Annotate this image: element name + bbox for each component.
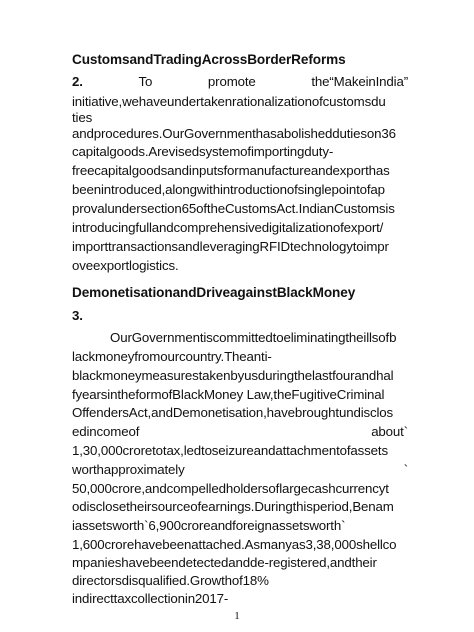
paragraph-line: capitalgoods.Arevisedsystemofimportingduty- <box>72 144 334 159</box>
paragraph-line: lackmoneyfromourcountry.Theanti- <box>72 349 272 364</box>
section-heading-demonetisation: DemonetisationandDriveagainstBlackMoney <box>72 285 356 300</box>
paragraph-number-2: 2. <box>72 74 83 89</box>
text-income-of: edincomeof <box>72 424 140 439</box>
paragraph-line: 1,30,000croretotax,ledtoseizureandattachmentofassets <box>72 443 388 458</box>
paragraph-line: OffendersAct,andDemonetisation,havebroughtundisclos <box>72 405 394 420</box>
paragraph-line: oveexportlogistics. <box>72 258 179 273</box>
paragraph-line: provalundersection65oftheCustomsAct.IndianCustomsis <box>72 201 395 216</box>
paragraph-line: andprocedures.OurGovernmenthasabolisheddutieson36 <box>72 126 396 141</box>
paragraph-line: 1,600crorehavebeenattached.Asmanyas3,38,000shellco <box>72 537 397 552</box>
word-to: To <box>138 74 153 89</box>
word-promote: promote <box>207 74 256 89</box>
paragraph-line: odisclosetheirsourceofearnings.Duringthisperiod,Benam <box>72 499 394 514</box>
paragraph-line: introducingfullandcomprehensivedigitalizationofexport/ <box>72 220 384 235</box>
paragraph-line: freecapitalgoodsandinputsformanufactureandexporthas <box>72 163 390 178</box>
section-heading-customs: CustomsandTradingAcrossBorderReforms <box>72 52 346 67</box>
text-worth-approximately: worthapproximately <box>72 462 185 477</box>
paragraph-2-first-line <box>72 74 408 89</box>
paragraph-number-3: 3. <box>72 308 83 323</box>
paragraph-line: mpanieshavebeendetectedandde-registered,andtheir <box>72 555 377 570</box>
paragraph-line: ties <box>72 110 93 125</box>
paragraph-line: initiative,wehaveundertakenrationalizationofcustomsdu <box>72 94 386 109</box>
word-make-in-india: the“MakeinIndia” <box>311 74 408 89</box>
paragraph-line: 50,000crore,andcompelledholdersoflargecashcurrencyt <box>72 481 389 496</box>
paragraph-line: OurGovernmentiscommittedtoeliminatingtheillsofb <box>110 330 397 345</box>
paragraph-line: importtransactionsandleveragingRFIDtechnologytoimpr <box>72 239 389 254</box>
paragraph-line: iassetsworth`6,900croreandforeignassetsworth` <box>72 518 346 533</box>
paragraph-line-income <box>72 424 408 439</box>
paragraph-line: blackmoneymeasurestakenbyusduringthelastfourandhal <box>72 368 394 383</box>
paragraph-line-worth <box>72 462 408 477</box>
page-number: 1 <box>234 610 240 622</box>
paragraph-line: fyearsintheformofBlackMoney Law,theFugitiveCriminal <box>72 387 385 402</box>
paragraph-line: directorsdisqualified.Growthof18% <box>72 573 269 588</box>
paragraph-line: beenintroduced,alongwithintroductionofsinglepointofap <box>72 182 385 197</box>
text-about: about` <box>371 424 408 439</box>
text-rupee-mark: ` <box>403 462 408 477</box>
paragraph-line: indirecttaxcollectionin2017- <box>72 591 229 606</box>
